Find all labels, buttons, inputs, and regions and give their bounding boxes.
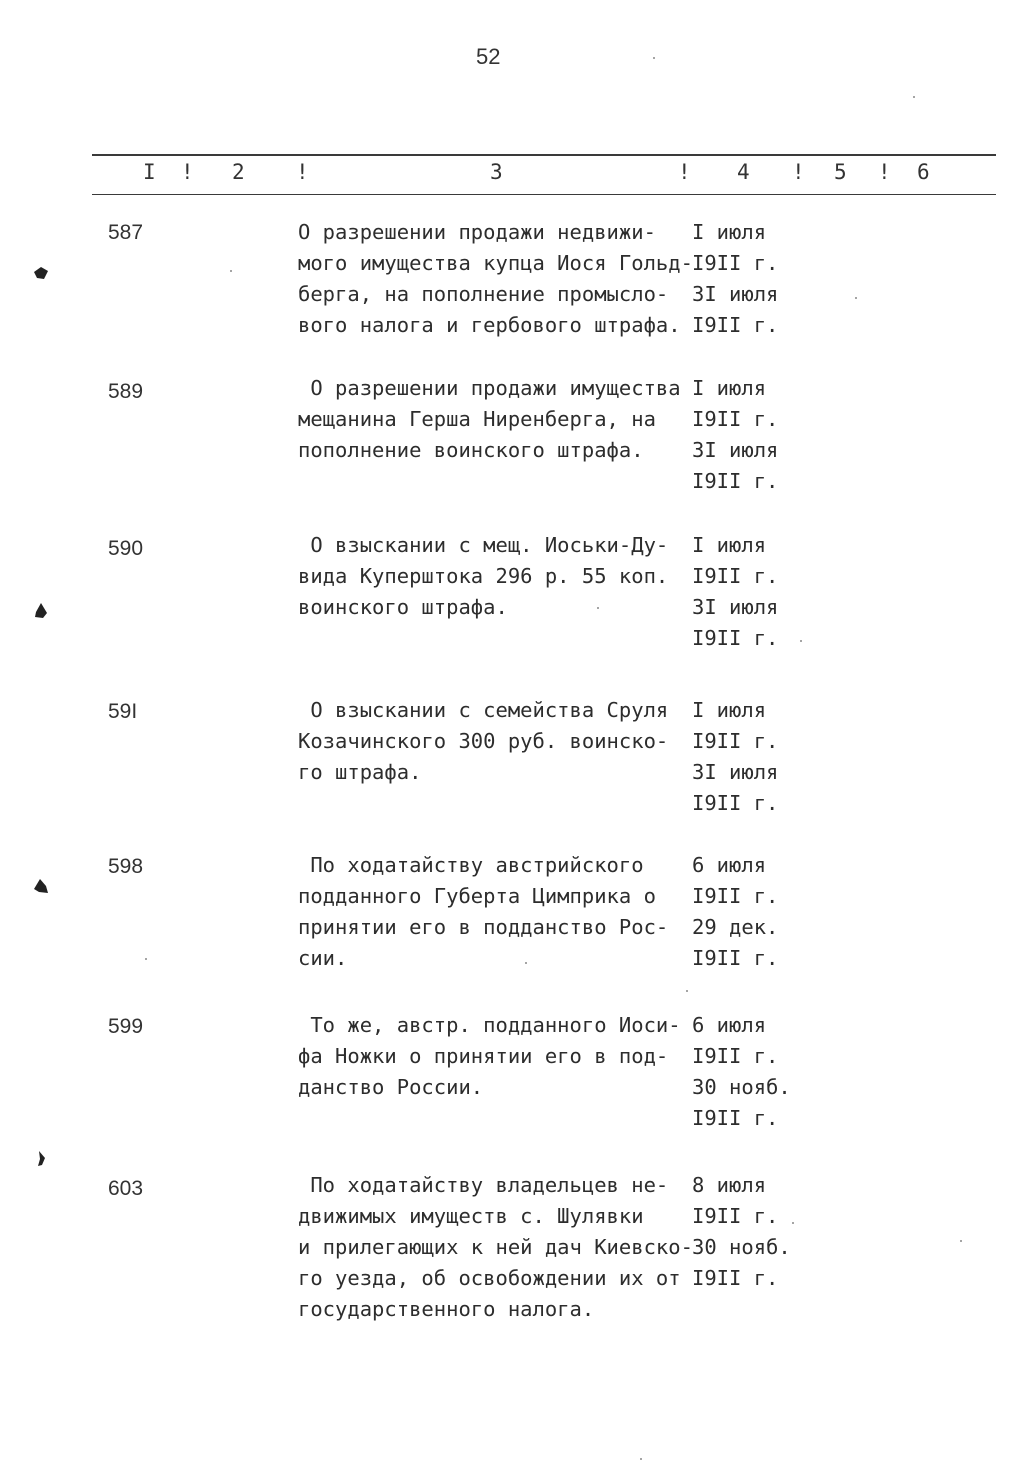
header-separator: ! (296, 160, 309, 184)
entry-description (298, 373, 693, 466)
date-line: I июля (692, 220, 767, 244)
entry-number: 598 (108, 855, 144, 878)
scan-speck (230, 270, 232, 272)
punch-hole-mark-icon (30, 1148, 52, 1170)
date-line: I9II г. (692, 791, 779, 815)
punch-hole-mark-icon (30, 876, 52, 898)
entry-description (298, 1170, 693, 1325)
description-line: О разрешении продажи имущества (298, 376, 681, 400)
date-line: 30 нояб. (692, 1235, 791, 1259)
entry-dates (692, 1010, 812, 1134)
entry-dates (692, 695, 812, 819)
description-line: вого налога и гербового штрафа. (298, 313, 681, 337)
date-line: 29 дек. (692, 915, 779, 939)
date-line: I июля (692, 376, 767, 400)
entry-number: 587 (108, 221, 144, 244)
date-line: I9II г. (692, 1266, 779, 1290)
entry-dates (692, 373, 812, 497)
date-line: I июля (692, 533, 767, 557)
scan-speck (960, 1240, 962, 1242)
entry-number: 599 (108, 1015, 144, 1038)
date-line: I9II г. (692, 884, 779, 908)
entry-dates (692, 217, 812, 341)
punch-hole-mark-icon (30, 600, 52, 622)
description-line: То же, австр. подданного Иоси- (298, 1013, 681, 1037)
description-line: государственного налога. (298, 1297, 595, 1321)
date-line: I9II г. (692, 564, 779, 588)
date-line: I9II г. (692, 626, 779, 650)
table-header-rule (92, 194, 996, 195)
header-col-4: 4 (737, 160, 750, 184)
description-line: пополнение воинского штрафа. (298, 438, 644, 462)
entry-dates (692, 850, 812, 974)
date-line: I9II г. (692, 1204, 779, 1228)
date-line: 6 июля (692, 853, 767, 877)
description-line: подданного Губерта Цимприка о (298, 884, 656, 908)
entry-dates (692, 1170, 812, 1294)
date-line: I9II г. (692, 407, 779, 431)
entry-description (298, 1010, 693, 1103)
header-col-2: 2 (232, 160, 245, 184)
description-line: По ходатайству владельцев не- (298, 1173, 669, 1197)
entry-description (298, 695, 693, 788)
date-line: I9II г. (692, 1106, 779, 1130)
date-line: I9II г. (692, 251, 779, 275)
entry-description (298, 217, 693, 341)
description-line: По ходатайству австрийского (298, 853, 644, 877)
date-line: 6 июля (692, 1013, 767, 1037)
page-number: 52 (476, 44, 501, 69)
header-col-1: I (143, 160, 156, 184)
entry-description (298, 530, 693, 623)
scan-speck (913, 96, 915, 98)
date-line: I9II г. (692, 313, 779, 337)
header-col-3: 3 (490, 160, 503, 184)
description-line: берга, на пополнение промысло- (298, 282, 669, 306)
header-separator: ! (181, 160, 194, 184)
scan-speck (145, 958, 147, 960)
description-line: воинского штрафа. (298, 595, 508, 619)
description-line: фа Ножки о принятии его в под- (298, 1044, 669, 1068)
description-line: го уезда, об освобождении их от (298, 1266, 681, 1290)
date-line: 3I июля (692, 595, 779, 619)
header-separator: ! (792, 160, 805, 184)
scan-speck (792, 1222, 794, 1224)
date-line: 3I июля (692, 438, 779, 462)
description-line: и прилегающих к ней дач Киевско- (298, 1235, 693, 1259)
description-line: О разрешении продажи недвижи- (298, 220, 656, 244)
table-top-rule (92, 154, 996, 156)
date-line: 3I июля (692, 282, 779, 306)
punch-hole-mark-icon (30, 262, 52, 284)
header-col-6: 6 (917, 160, 930, 184)
description-line: го штрафа. (298, 760, 422, 784)
scan-speck (653, 57, 655, 59)
header-col-5: 5 (834, 160, 847, 184)
entry-number: 590 (108, 537, 144, 560)
entry-number: 589 (108, 380, 144, 403)
description-line: О взыскании с семейства Сруля (298, 698, 669, 722)
description-line: вида Куперштока 296 р. 55 коп. (298, 564, 669, 588)
description-line: мещанина Герша Ниренберга, на (298, 407, 656, 431)
header-separator: ! (678, 160, 691, 184)
description-line: принятии его в подданство Рос- (298, 915, 669, 939)
entry-number: 59I (108, 700, 138, 723)
scan-speck (597, 607, 599, 609)
date-line: I9II г. (692, 729, 779, 753)
scan-speck (525, 962, 527, 964)
scan-speck (640, 1458, 642, 1460)
description-line: мого имущества купца Иося Гольд- (298, 251, 693, 275)
description-line: Козачинского 300 руб. воинско- (298, 729, 669, 753)
description-line: движимых имуществ с. Шулявки (298, 1204, 644, 1228)
date-line: 30 нояб. (692, 1075, 791, 1099)
date-line: I9II г. (692, 946, 779, 970)
date-line: I9II г. (692, 469, 779, 493)
entry-description (298, 850, 693, 974)
description-line: О взыскании с мещ. Иоськи-Ду- (298, 533, 669, 557)
scan-speck (855, 297, 857, 299)
scan-speck (686, 990, 688, 992)
header-separator: ! (878, 160, 891, 184)
date-line: I июля (692, 698, 767, 722)
date-line: 8 июля (692, 1173, 767, 1197)
entry-dates (692, 530, 812, 654)
description-line: данство России. (298, 1075, 484, 1099)
date-line: I9II г. (692, 1044, 779, 1068)
scan-speck (800, 640, 802, 642)
date-line: 3I июля (692, 760, 779, 784)
description-line: сии. (298, 946, 348, 970)
entry-number: 603 (108, 1177, 144, 1200)
